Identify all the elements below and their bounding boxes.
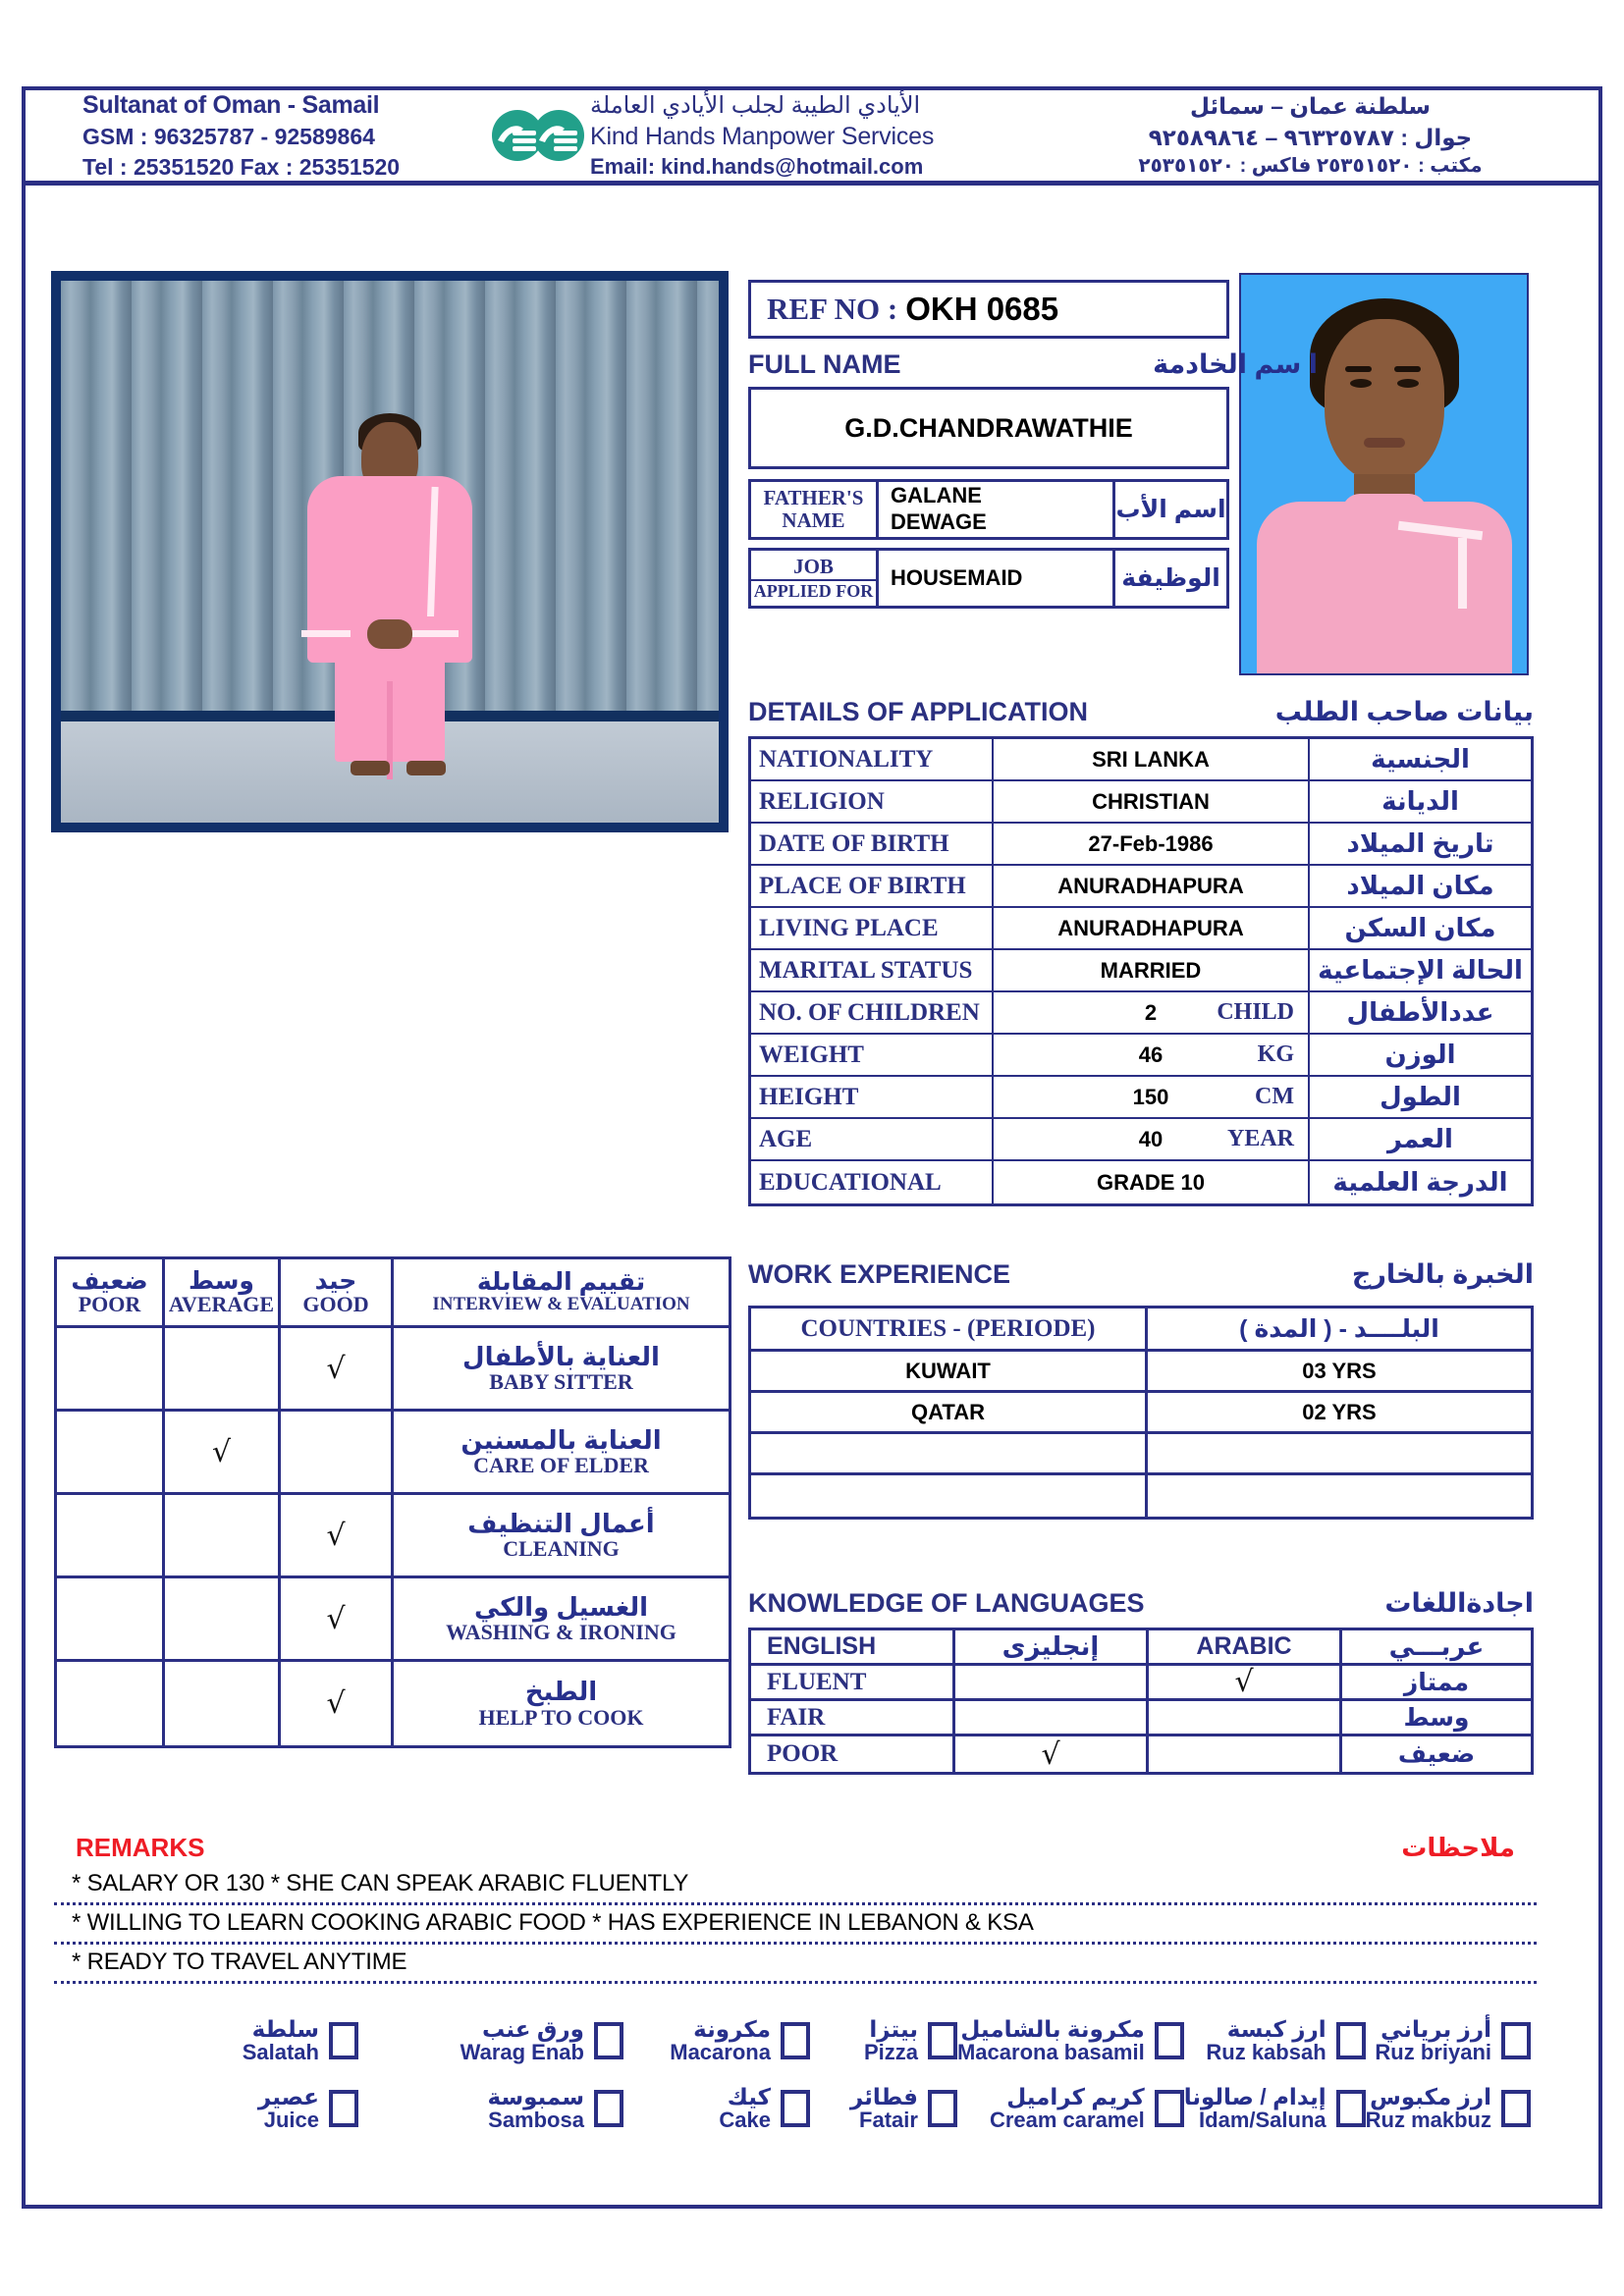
details-key-ar: الحالة الإجتماعية bbox=[1318, 955, 1523, 985]
full-name-label-ar: ا سم الخادمة bbox=[1153, 348, 1318, 379]
photo-cuff-left bbox=[301, 630, 351, 637]
languages-header bbox=[748, 1583, 1534, 1623]
evaluation-mark-poor[interactable] bbox=[57, 1328, 165, 1409]
food-checkbox[interactable] bbox=[329, 2090, 358, 2127]
food-item[interactable] bbox=[358, 2017, 623, 2063]
company-email[interactable]: Email: kind.hands@hotmail.com bbox=[590, 153, 924, 179]
full-name-value-box bbox=[748, 387, 1229, 469]
evaluation-skill-label: العناية بالأطفال BABY SITTER bbox=[462, 1341, 660, 1395]
header-left-contact bbox=[26, 89, 487, 182]
details-value-cell bbox=[994, 781, 1310, 822]
header-right-contact-arabic bbox=[1052, 91, 1598, 179]
food-label-ar: ارز مكبوس bbox=[1370, 2084, 1491, 2110]
food-labels bbox=[1366, 2085, 1491, 2131]
details-value: 46 bbox=[1138, 1041, 1164, 1067]
details-row bbox=[751, 992, 1531, 1035]
details-row bbox=[751, 739, 1531, 781]
work-country-cell bbox=[751, 1352, 1148, 1390]
remark-line: * READY TO TRAVEL ANYTIME bbox=[72, 1949, 407, 1975]
work-period-cell bbox=[1148, 1393, 1531, 1431]
job-applied-row bbox=[748, 548, 1229, 609]
lang-level-en: POOR bbox=[751, 1736, 955, 1772]
work-heading-ar: الخبرة بالخارج bbox=[1351, 1258, 1534, 1289]
details-value: MARRIED bbox=[1100, 957, 1202, 983]
languages-heading-en: KNOWLEDGE OF LANGUAGES bbox=[748, 1587, 1145, 1618]
food-label-en: Pizza bbox=[863, 2040, 918, 2065]
remarks-divider bbox=[54, 1942, 1537, 1945]
details-key-ar: الطول bbox=[1380, 1082, 1461, 1111]
ref-no-value: OKH 0685 bbox=[905, 291, 1059, 327]
work-row bbox=[751, 1475, 1531, 1517]
details-key-ar: الوزن bbox=[1384, 1040, 1456, 1069]
food-item[interactable] bbox=[358, 2085, 623, 2131]
portrait-face bbox=[1325, 319, 1444, 481]
evaluation-mark-average[interactable] bbox=[165, 1328, 281, 1409]
food-label-en: Fatair bbox=[859, 2108, 918, 2133]
food-checkbox[interactable] bbox=[928, 2090, 957, 2127]
food-labels bbox=[358, 2085, 584, 2131]
food-item[interactable] bbox=[957, 2017, 1184, 2063]
lang-col-english: ENGLISH bbox=[751, 1630, 955, 1663]
food-labels bbox=[1374, 2017, 1491, 2063]
details-row bbox=[751, 1119, 1531, 1161]
food-label-en: Cake bbox=[719, 2108, 771, 2133]
lang-mark-english[interactable] bbox=[955, 1701, 1149, 1734]
full-name-label-en: FULL NAME bbox=[748, 348, 901, 379]
details-key: WEIGHT bbox=[751, 1035, 994, 1075]
food-label-ar: كيك bbox=[727, 2084, 771, 2110]
food-label-en: Juice bbox=[263, 2108, 319, 2133]
food-labels bbox=[623, 2017, 771, 2063]
remarks-divider bbox=[54, 1981, 1537, 1984]
details-value: 27-Feb-1986 bbox=[1088, 830, 1214, 856]
languages-row bbox=[751, 1666, 1531, 1701]
details-key-ar: الديانة bbox=[1381, 786, 1459, 816]
evaluation-mark-average[interactable] bbox=[165, 1495, 281, 1575]
ref-no-box bbox=[748, 280, 1229, 339]
work-col-countries-ar: البلــــد - ( المدة ) bbox=[1239, 1314, 1439, 1343]
work-period: 03 YRS bbox=[1302, 1358, 1377, 1383]
food-label-ar: أرز برياني bbox=[1380, 2016, 1491, 2042]
food-checkbox[interactable] bbox=[1501, 2090, 1531, 2127]
evaluation-mark-good[interactable]: √ bbox=[281, 1662, 394, 1745]
food-label-en: Cream caramel bbox=[989, 2108, 1145, 2133]
header-tel-line: Tel : 25351520 Fax : 25351520 bbox=[82, 153, 401, 180]
lang-level-ar: وسط bbox=[1403, 1703, 1470, 1732]
food-column bbox=[957, 2017, 1184, 2131]
food-checkbox[interactable] bbox=[594, 2090, 623, 2127]
job-label-line1: JOB bbox=[751, 555, 876, 581]
details-key: EDUCATIONAL bbox=[751, 1161, 994, 1203]
photo-hands bbox=[367, 619, 412, 649]
food-label-en: Macarona bbox=[670, 2040, 771, 2065]
food-labels bbox=[1184, 2085, 1326, 2131]
header-country-line: Sultanat of Oman - Samail bbox=[82, 91, 380, 120]
evaluation-mark-poor[interactable] bbox=[57, 1412, 165, 1492]
food-label-ar: إيدام / صالونا bbox=[1183, 2084, 1326, 2110]
details-unit: YEAR bbox=[1226, 1126, 1294, 1151]
work-heading-en: WORK EXPERIENCE bbox=[748, 1258, 1011, 1289]
evaluation-mark-good[interactable]: √ bbox=[281, 1328, 394, 1409]
food-checkbox[interactable] bbox=[1336, 2022, 1366, 2059]
work-country-cell bbox=[751, 1393, 1148, 1431]
lang-mark-english[interactable]: √ bbox=[955, 1736, 1149, 1772]
evaluation-skill-label: الغسيل والكي WASHING & IRONING bbox=[446, 1591, 677, 1645]
details-row bbox=[751, 1161, 1531, 1203]
work-period: 02 YRS bbox=[1302, 1399, 1377, 1424]
details-key-ar: العمر bbox=[1387, 1124, 1453, 1153]
evaluation-mark-poor[interactable] bbox=[57, 1495, 165, 1575]
remarks-section bbox=[54, 1828, 1537, 1985]
remark-line: * SALARY OR 130 * SHE CAN SPEAK ARABIC FLUENTLY bbox=[72, 1870, 689, 1896]
details-key: MARITAL STATUS bbox=[751, 950, 994, 990]
details-value: 2 bbox=[1144, 999, 1158, 1025]
details-key-ar: عددالأطفال bbox=[1346, 997, 1494, 1027]
details-row bbox=[751, 866, 1531, 908]
food-item[interactable] bbox=[1184, 2017, 1366, 2063]
food-column bbox=[1184, 2017, 1366, 2131]
food-label-en: Warag Enab bbox=[460, 2040, 584, 2065]
details-row bbox=[751, 1077, 1531, 1119]
evaluation-col-title: تقييم المقابلة INTERVIEW & EVALUATION bbox=[432, 1268, 690, 1315]
food-label-ar: ورق عنب bbox=[482, 2016, 584, 2042]
food-item[interactable] bbox=[1184, 2085, 1366, 2131]
evaluation-skill-label: أعمال التنظيف CLEANING bbox=[467, 1508, 655, 1562]
details-value: 40 bbox=[1138, 1126, 1164, 1151]
work-col-countries: COUNTRIES - (PERIODE) bbox=[751, 1308, 1148, 1349]
full-name-header bbox=[748, 346, 1318, 383]
fathers-name-value-line1: GALANE bbox=[891, 483, 982, 508]
details-value: SRI LANKA bbox=[1092, 746, 1210, 772]
details-value: CHRISTIAN bbox=[1092, 788, 1210, 814]
details-heading-en: DETAILS OF APPLICATION bbox=[748, 696, 1088, 726]
food-label-ar: بيتزا bbox=[869, 2016, 918, 2042]
languages-row bbox=[751, 1701, 1531, 1736]
food-label-en: Macarona basamil bbox=[956, 2040, 1145, 2065]
work-experience-table bbox=[748, 1306, 1534, 1520]
evaluation-col-poor: ضعيف POOR bbox=[57, 1259, 165, 1325]
food-labels bbox=[957, 2017, 1145, 2063]
details-row bbox=[751, 908, 1531, 950]
fathers-name-row bbox=[748, 479, 1229, 540]
header-company-block bbox=[590, 90, 1052, 181]
food-column bbox=[623, 2017, 810, 2131]
evaluation-mark-good[interactable]: √ bbox=[281, 1578, 394, 1659]
food-labels bbox=[623, 2085, 771, 2131]
details-key-ar: مكان السكن bbox=[1344, 913, 1496, 942]
details-key: NATIONALITY bbox=[751, 739, 994, 779]
details-value-cell bbox=[994, 866, 1310, 906]
food-item[interactable] bbox=[187, 2017, 358, 2063]
evaluation-row bbox=[57, 1412, 729, 1495]
portrait-eyebrow-right bbox=[1394, 366, 1421, 372]
details-value-cell bbox=[994, 950, 1310, 990]
lang-mark-arabic[interactable]: √ bbox=[1149, 1666, 1342, 1698]
lang-col-arabic-ar: عربـــي bbox=[1388, 1631, 1485, 1661]
header-mobile-line-ar: جوال : ٩٦٣٢٥٧٨٧ – ٩٢٥٨٩٨٦٤ bbox=[1148, 124, 1473, 150]
details-unit: CM bbox=[1255, 1084, 1294, 1109]
food-label-ar: سلطة bbox=[251, 2016, 319, 2042]
details-key: DATE OF BIRTH bbox=[751, 824, 994, 864]
food-checkbox[interactable] bbox=[781, 2022, 810, 2059]
food-labels bbox=[810, 2085, 918, 2131]
food-item[interactable] bbox=[187, 2085, 358, 2131]
details-key: NO. OF CHILDREN bbox=[751, 992, 994, 1033]
details-row bbox=[751, 824, 1531, 866]
fathers-name-value bbox=[879, 482, 1115, 537]
food-column bbox=[1366, 2017, 1531, 2131]
food-checkbox[interactable] bbox=[329, 2022, 358, 2059]
job-label-ar: الوظيفة bbox=[1121, 564, 1220, 592]
details-key-ar: الدرجة العلمية bbox=[1332, 1167, 1508, 1197]
job-applied-value bbox=[879, 551, 1115, 606]
work-row bbox=[751, 1434, 1531, 1475]
kind-hands-logo-icon bbox=[491, 105, 587, 166]
evaluation-mark-average[interactable] bbox=[165, 1662, 281, 1745]
lang-col-arabic: ARABIC bbox=[1149, 1630, 1342, 1663]
details-value: ANURADHAPURA bbox=[1057, 915, 1244, 940]
details-key: LIVING PLACE bbox=[751, 908, 994, 948]
evaluation-row bbox=[57, 1328, 729, 1412]
portrait-eye-left bbox=[1350, 379, 1372, 388]
food-item[interactable] bbox=[957, 2085, 1184, 2131]
lang-mark-english[interactable] bbox=[955, 1666, 1149, 1698]
work-row bbox=[751, 1352, 1531, 1393]
lang-mark-arabic[interactable] bbox=[1149, 1701, 1342, 1734]
details-key: RELIGION bbox=[751, 781, 994, 822]
food-checkbox[interactable] bbox=[1336, 2090, 1366, 2127]
work-row bbox=[751, 1393, 1531, 1434]
details-unit: CHILD bbox=[1217, 999, 1294, 1025]
details-value-cell bbox=[994, 908, 1310, 948]
details-row bbox=[751, 950, 1531, 992]
evaluation-row bbox=[57, 1662, 729, 1745]
languages-row bbox=[751, 1736, 1531, 1772]
details-value: ANURADHAPURA bbox=[1057, 873, 1244, 898]
full-name-value: G.D.CHANDRAWATHIE bbox=[844, 412, 1133, 443]
details-key-ar: مكان الميلاد bbox=[1346, 871, 1494, 900]
work-period-cell bbox=[1148, 1352, 1531, 1390]
details-value-cell bbox=[994, 739, 1310, 779]
evaluation-col-average: وسط AVERAGE bbox=[165, 1259, 281, 1325]
food-labels bbox=[187, 2085, 319, 2131]
work-country-cell bbox=[751, 1475, 1148, 1517]
remarks-lines bbox=[54, 1867, 1537, 1984]
food-column bbox=[358, 2017, 623, 2131]
remarks-title-en: REMARKS bbox=[76, 1832, 205, 1862]
company-name-english: Kind Hands Manpower Services bbox=[590, 123, 935, 151]
food-labels bbox=[1199, 2017, 1326, 2063]
details-value-cell bbox=[994, 824, 1310, 864]
ref-no-label: REF NO : bbox=[767, 292, 898, 326]
food-skills-checklist bbox=[54, 2017, 1537, 2131]
lang-col-english-ar: إنجليزى bbox=[955, 1630, 1149, 1663]
food-label-ar: كريم كراميل bbox=[1006, 2084, 1145, 2110]
food-label-ar: فطائر bbox=[849, 2084, 918, 2110]
food-label-en: Ruz kabsah bbox=[1206, 2040, 1326, 2065]
food-checkbox[interactable] bbox=[1501, 2022, 1531, 2059]
passport-portrait-photo bbox=[1239, 273, 1529, 675]
lang-level-ar: ممتاز bbox=[1403, 1668, 1470, 1696]
details-value: 150 bbox=[1132, 1084, 1169, 1109]
details-key: AGE bbox=[751, 1119, 994, 1159]
evaluation-mark-average[interactable] bbox=[165, 1578, 281, 1659]
fathers-name-label-line1: FATHER'S bbox=[763, 486, 864, 510]
work-experience-header bbox=[748, 1255, 1534, 1294]
photo-sandal-left bbox=[351, 761, 390, 775]
food-checkbox[interactable] bbox=[1155, 2090, 1184, 2127]
job-value-text: HOUSEMAID bbox=[891, 564, 1023, 590]
company-logo bbox=[487, 105, 590, 166]
evaluation-header-row bbox=[57, 1259, 729, 1328]
evaluation-mark-good[interactable] bbox=[281, 1412, 394, 1492]
food-item[interactable] bbox=[623, 2085, 810, 2131]
remark-line: * WILLING TO LEARN COOKING ARABIC FOOD * HAS EXPERIENCE IN LEBANON & KSA bbox=[72, 1909, 1034, 1936]
remarks-title-ar: ملاحظات bbox=[1401, 1832, 1515, 1862]
evaluation-skill-label: العناية بالمسنين CARE OF ELDER bbox=[460, 1424, 662, 1478]
details-heading-ar: بيانات صاحب الطلب bbox=[1274, 696, 1534, 726]
food-label-en: Idam/Saluna bbox=[1199, 2108, 1326, 2133]
photo-cuff-right bbox=[409, 630, 459, 637]
food-item[interactable] bbox=[623, 2017, 810, 2063]
languages-heading-ar: اجادةاللغات bbox=[1384, 1587, 1534, 1618]
portrait-eye-right bbox=[1397, 379, 1419, 388]
lang-level-ar: ضعيف bbox=[1397, 1740, 1476, 1768]
lang-mark-arabic[interactable] bbox=[1149, 1736, 1342, 1772]
food-label-en: Sambosa bbox=[488, 2108, 584, 2133]
food-label-ar: مكرونة bbox=[693, 2016, 771, 2042]
details-row bbox=[751, 781, 1531, 824]
company-header bbox=[26, 90, 1598, 186]
details-value-cell bbox=[994, 1077, 1310, 1117]
portrait-mouth bbox=[1364, 438, 1405, 448]
food-labels bbox=[187, 2017, 319, 2063]
interview-evaluation-table bbox=[54, 1256, 731, 1748]
food-column bbox=[187, 2017, 358, 2131]
languages-header-row bbox=[751, 1630, 1531, 1666]
evaluation-row bbox=[57, 1495, 729, 1578]
details-key: PLACE OF BIRTH bbox=[751, 866, 994, 906]
details-value-cell bbox=[994, 1119, 1310, 1159]
work-period-cell bbox=[1148, 1434, 1531, 1472]
food-checkbox[interactable] bbox=[594, 2022, 623, 2059]
details-of-application-header bbox=[748, 692, 1534, 731]
job-applied-label bbox=[751, 551, 879, 606]
food-label-ar: ارز كبسة bbox=[1226, 2016, 1326, 2042]
remarks-divider bbox=[54, 1902, 1537, 1905]
evaluation-mark-good[interactable]: √ bbox=[281, 1495, 394, 1575]
photo-sandal-right bbox=[406, 761, 446, 775]
work-period-cell bbox=[1148, 1475, 1531, 1517]
details-row bbox=[751, 1035, 1531, 1077]
evaluation-skill-label: الطبخ HELP TO COOK bbox=[478, 1677, 644, 1730]
food-column bbox=[810, 2017, 957, 2131]
evaluation-mark-poor[interactable] bbox=[57, 1578, 165, 1659]
fathers-name-label-line2: NAME bbox=[782, 508, 845, 532]
details-key-ar: تاريخ الميلاد bbox=[1346, 828, 1494, 858]
food-item[interactable] bbox=[810, 2085, 957, 2131]
header-office-line-ar: مكتب : ٢٥٣٥١٥٢٠ فاكس : ٢٥٣٥١٥٢٠ bbox=[1138, 154, 1483, 177]
details-value-cell bbox=[994, 1035, 1310, 1075]
food-labels bbox=[990, 2085, 1145, 2131]
portrait-eyebrow-left bbox=[1345, 366, 1372, 372]
fathers-name-label-ar: اسم الأب bbox=[1115, 496, 1226, 523]
languages-table bbox=[748, 1628, 1534, 1775]
header-gsm-line: GSM : 96325787 - 92589864 bbox=[82, 124, 375, 150]
food-labels bbox=[358, 2017, 584, 2063]
details-value-cell bbox=[994, 992, 1310, 1033]
details-value-cell bbox=[994, 1161, 1310, 1203]
evaluation-col-good: جيد GOOD bbox=[281, 1259, 394, 1325]
details-of-application-table bbox=[748, 736, 1534, 1206]
food-label-en: Salatah bbox=[242, 2040, 319, 2065]
full-body-photo bbox=[51, 271, 729, 832]
food-item[interactable] bbox=[1366, 2017, 1531, 2063]
remarks-title-row bbox=[54, 1828, 1537, 1867]
details-unit: KG bbox=[1257, 1041, 1294, 1067]
work-country: KUWAIT bbox=[905, 1358, 991, 1383]
food-label-en: Ruz makbuz bbox=[1365, 2108, 1491, 2133]
food-label-en: Ruz briyani bbox=[1375, 2040, 1491, 2065]
work-header-row bbox=[751, 1308, 1531, 1352]
evaluation-row bbox=[57, 1578, 729, 1662]
portrait-uniform-trim-vertical bbox=[1458, 538, 1467, 609]
work-country-cell bbox=[751, 1434, 1148, 1472]
job-label-line2: APPLIED FOR bbox=[753, 580, 874, 601]
evaluation-mark-poor[interactable] bbox=[57, 1662, 165, 1745]
company-name-arabic: الأيادي الطيبة لجلب الأيادي العاملة bbox=[590, 91, 921, 119]
food-label-ar: سمبوسة bbox=[487, 2084, 584, 2110]
header-country-line-ar: سلطنة عمان – سمائل bbox=[1190, 93, 1431, 120]
fathers-name-label bbox=[751, 482, 879, 537]
food-item[interactable] bbox=[810, 2017, 957, 2063]
details-key-ar: الجنسية bbox=[1371, 744, 1470, 774]
food-label-ar: عصير bbox=[257, 2084, 319, 2110]
lang-level-en: FAIR bbox=[751, 1701, 955, 1734]
details-value: GRADE 10 bbox=[1096, 1169, 1206, 1195]
fathers-name-value-line2: DEWAGE bbox=[891, 509, 987, 534]
food-checkbox[interactable] bbox=[781, 2090, 810, 2127]
details-key: HEIGHT bbox=[751, 1077, 994, 1117]
food-item[interactable] bbox=[1366, 2085, 1531, 2131]
evaluation-mark-average[interactable]: √ bbox=[165, 1412, 281, 1492]
work-country: QATAR bbox=[911, 1399, 985, 1424]
food-checkbox[interactable] bbox=[1155, 2022, 1184, 2059]
food-label-ar: مكرونة بالشاميل bbox=[960, 2016, 1145, 2042]
food-labels bbox=[810, 2017, 918, 2063]
lang-level-en: FLUENT bbox=[751, 1666, 955, 1698]
food-checkbox[interactable] bbox=[928, 2022, 957, 2059]
